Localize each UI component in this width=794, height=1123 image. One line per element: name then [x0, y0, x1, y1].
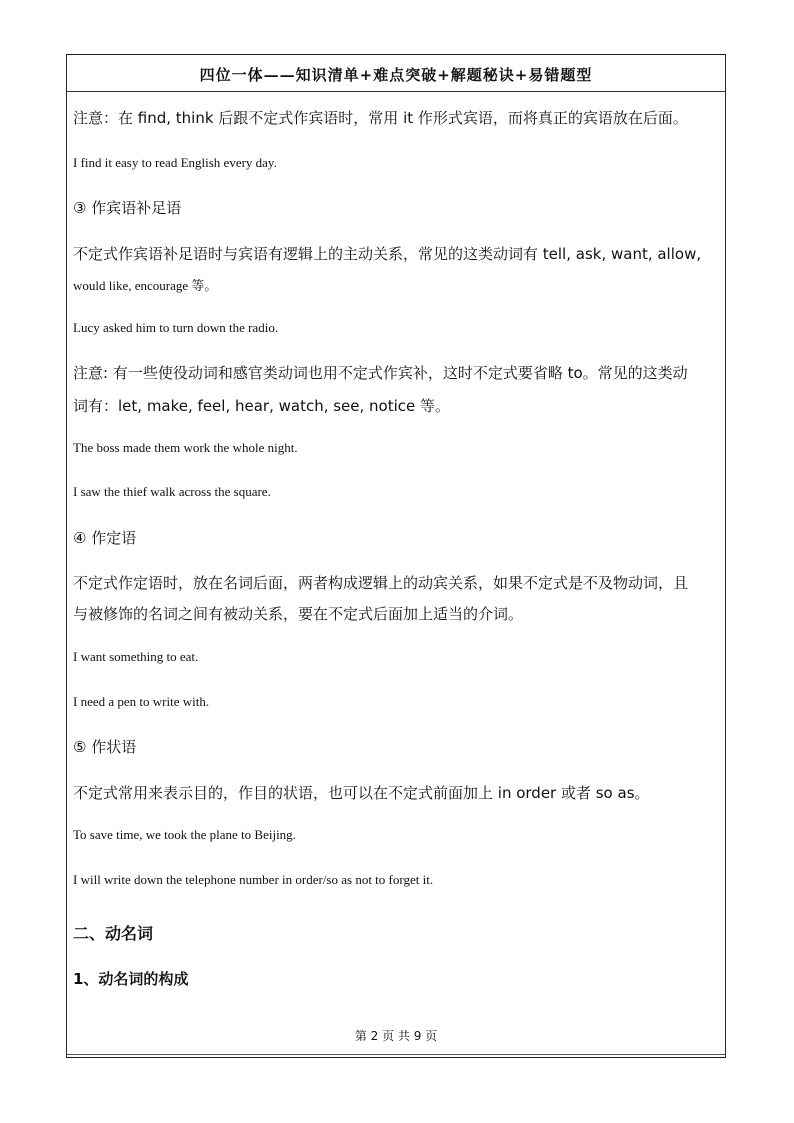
- point-heading: ④ 作定语: [73, 529, 137, 547]
- example-sentence: To save time, we took the plane to Beijing.: [73, 827, 296, 842]
- body-line: 与被修饰的名词之间有被动关系，要在不定式后面加上适当的介词。: [73, 605, 524, 623]
- point-heading: ⑤ 作状语: [73, 738, 137, 756]
- body-line: 不定式作定语时，放在名词后面，两者构成逻辑上的动宾关系，如果不定式是不及物动词，且: [73, 574, 689, 592]
- example-sentence: I will write down the telephone number in order/so as not to forget it.: [73, 872, 434, 887]
- note-line: 注意: 有一些使役动词和感官类动词也用不定式作宾补，这时不定式要省略 to。常见的这类动: [73, 364, 688, 382]
- example-sentence: I saw the thief walk across the square.: [73, 484, 271, 499]
- note-line: 注意：在 find, think 后跟不定式作宾语时，常用 it 作形式宾语，而将真正的宾语放在后面。: [73, 109, 688, 127]
- page-frame: [66, 54, 726, 1058]
- page-header-title: 四位一体——知识清单+难点突破+解题秘诀+易错题型: [67, 55, 725, 92]
- body-line: 不定式常用来表示目的，作目的状语，也可以在不定式前面加上 in order 或者 so as。: [73, 784, 650, 802]
- body-line: would like, encourage 等。: [73, 278, 218, 293]
- point-heading: ③ 作宾语补足语: [73, 199, 182, 217]
- section-heading: 二、动名词: [73, 924, 154, 943]
- example-sentence: I want something to eat.: [73, 649, 199, 664]
- example-sentence: I find it easy to read English every day.: [73, 155, 277, 170]
- subsection-heading: 1、动名词的构成: [73, 970, 189, 988]
- example-sentence: The boss made them work the whole night.: [73, 440, 298, 455]
- page-number: 第 2 页 共 9 页: [354, 1029, 438, 1043]
- body-line: 不定式作宾语补足语时与宾语有逻辑上的主动关系，常见的这类动词有 tell, ask, want, allow,: [73, 245, 702, 263]
- example-sentence: I need a pen to write with.: [73, 694, 210, 709]
- body-line: 词有：let, make, feel, hear, watch, see, notice 等。: [73, 397, 451, 415]
- example-sentence: Lucy asked him to turn down the radio.: [73, 320, 279, 335]
- footer-divider: [67, 1054, 725, 1055]
